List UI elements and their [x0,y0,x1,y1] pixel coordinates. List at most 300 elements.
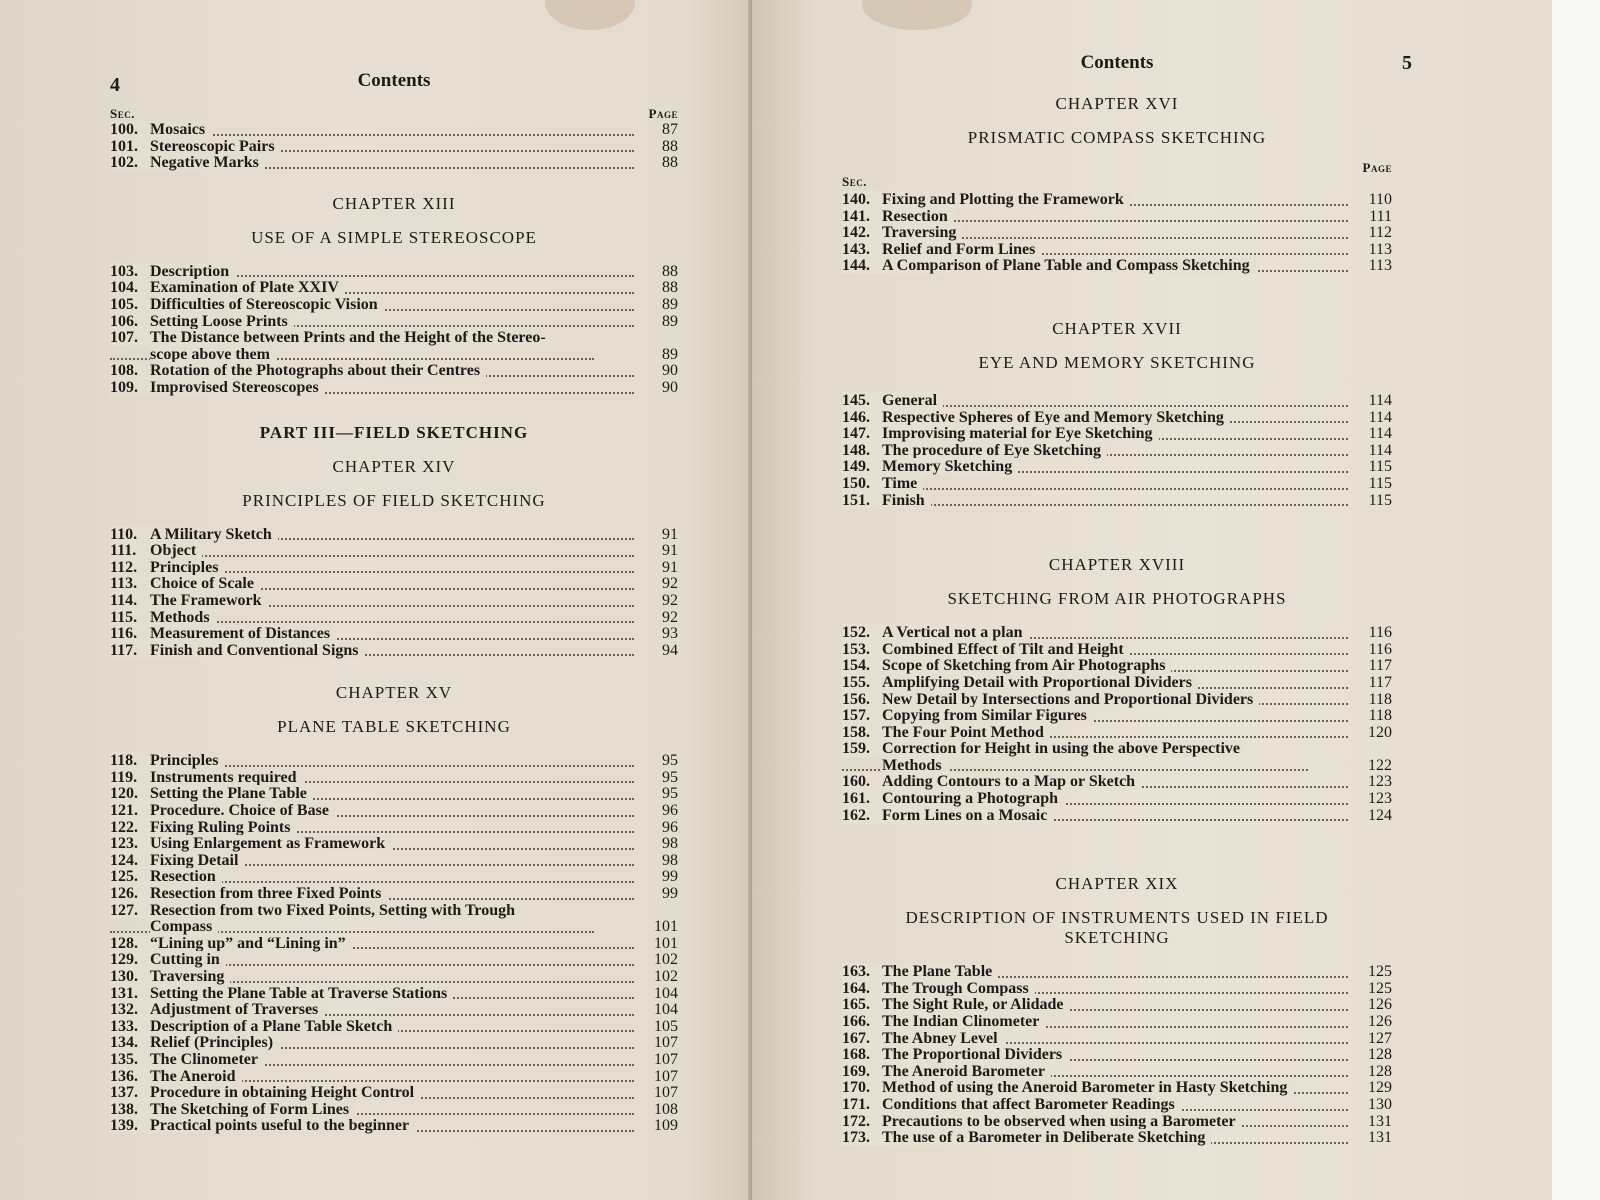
section-title: The Clinometer [150,1050,258,1068]
toc-entry [110,936,678,953]
page-ref: 91 [662,558,678,576]
page-ref: 123 [1368,773,1392,791]
page-ref: 93 [662,625,678,643]
background-edge [1552,0,1600,1200]
toc-entry [842,1097,1392,1114]
right-page-header [842,52,1412,82]
chapter-subtitle: USE OF A SIMPLE STEREOSCOPE [251,227,537,247]
section-title: The Four Point Method [882,723,1044,741]
section-title: Practical points useful to the beginner [150,1117,410,1135]
page-ref: 88 [662,154,678,172]
toc-list [110,527,678,660]
page-ref: 114 [1368,408,1392,426]
sec-label: Sec. [842,174,867,189]
section-title: Traversing [882,224,957,242]
section-number: 155. [842,673,870,691]
page-ref: 118 [1368,707,1392,725]
section-number: 121. [110,802,138,820]
section-number: 169. [842,1062,870,1080]
section-number: 154. [842,657,870,675]
left-page-header [110,70,678,100]
section-title: Examination of Plate XXIV [150,279,339,297]
section-title: Resection [882,207,948,225]
toc-entry [842,459,1392,476]
section-title: Copying from Similar Figures [882,707,1087,725]
page-ref: 118 [1368,690,1392,708]
page-ref: 104 [654,1001,678,1019]
toc-entry [110,969,678,986]
page-ref: 104 [654,984,678,1002]
section-number: 128. [110,934,138,952]
page-ref: 113 [1368,257,1392,275]
section-number: 163. [842,963,870,981]
section-number: 137. [110,1084,138,1102]
toc-entry [110,1002,678,1019]
section-title: Relief (Principles) [150,1034,274,1052]
section-title: Principles [150,752,219,770]
section-title: A Military Sketch [150,525,272,543]
section-number: 131. [110,984,138,1002]
page-ref: 90 [662,362,678,380]
toc-entry [110,1102,678,1119]
page-ref: 127 [1368,1029,1392,1047]
toc-entry [110,1052,678,1069]
toc-entry [842,1047,1392,1064]
toc-entry [842,1031,1392,1048]
section-number: 147. [842,425,870,443]
section-number: 146. [842,408,870,426]
right-page [752,0,1552,1200]
page-ref: 101 [654,918,678,936]
section-number: 100. [110,121,138,138]
page-ref: 116 [1368,624,1392,642]
page-ref: 101 [654,934,678,952]
page-ref: 129 [1368,1079,1392,1097]
page-ref: 112 [1368,224,1392,242]
section-title: Improvised Stereoscopes [150,378,319,396]
section-title: Fixing Detail [150,851,239,869]
page-ref: 113 [1368,240,1392,258]
page-ref: 102 [654,951,678,969]
page-ref: 98 [662,835,678,853]
toc-entry [110,1085,678,1102]
page-ref: 92 [662,608,678,626]
section-title: Fixing Ruling Points [150,818,291,836]
section-number: 118. [110,752,138,770]
section-title: New Detail by Intersections and Proportional Dividers [882,690,1254,708]
section-title: Combined Effect of Tilt and Height [882,640,1124,658]
section-number: 114. [110,591,138,609]
toc-entry [842,258,1392,275]
toc-entry [842,692,1392,709]
part-heading: PART III—FIELD SKETCHING [259,422,529,442]
toc-entry [110,543,678,560]
section-title: Respective Spheres of Eye and Memory Sketching [882,408,1224,426]
section-number: 126. [110,885,138,903]
section-number: 124. [110,851,138,869]
toc-entry [110,626,678,643]
page-ref: 117 [1368,673,1392,691]
page-ref: 92 [662,591,678,609]
toc-entry [842,997,1392,1014]
section-title: Instruments required [150,768,297,786]
section-title: Negative Marks [150,154,259,172]
section-title: A Comparison of Plane Table and Compass Sketching [882,257,1250,275]
section-title-continued: scope above them [150,345,270,363]
toc-entry [110,122,678,139]
toc-entry [842,225,1392,242]
section-title: Relief and Form Lines [882,240,1036,258]
section-number: 170. [842,1079,870,1097]
chapter-heading: CHAPTER XIII [332,193,456,213]
section-number: 101. [110,137,138,155]
toc-entry [842,642,1392,659]
toc-entry [110,280,678,297]
toc-entry [842,1014,1392,1031]
section-title: The Aneroid Barometer [882,1062,1045,1080]
page-ref: 123 [1368,790,1392,808]
chapter-heading: CHAPTER XIV [332,456,456,476]
section-title: The Aneroid [150,1067,236,1085]
toc-entry [110,786,678,803]
section-number: 138. [110,1100,138,1118]
left-page [0,0,760,1200]
toc-entry [110,753,678,770]
section-title: Fixing and Plotting the Framework [882,191,1124,208]
page-ref: 131 [1368,1112,1392,1130]
page-label: Page [648,106,678,121]
toc-entry [110,576,678,593]
chapter-subtitle: SKETCHING FROM AIR PHOTOGRAPHS [947,589,1287,609]
section-title: Cutting in [150,951,220,969]
section-number: 144. [842,257,870,275]
section-title: The Framework [150,591,262,609]
section-number: 132. [110,1001,138,1019]
page-ref: 114 [1368,391,1392,409]
page-ref: 91 [662,525,678,543]
section-number: 166. [842,1013,870,1031]
page-ref: 124 [1368,806,1392,824]
section-title: Correction for Height in using the above Perspective [882,740,1241,758]
section-number: 156. [842,690,870,708]
section-number: 157. [842,707,870,725]
toc-entry [842,393,1392,410]
chapter-heading: CHAPTER XV [335,683,453,703]
toc-entry [110,1019,678,1036]
toc-entry [842,1130,1392,1147]
toc-entry [110,560,678,577]
section-title: Method of using the Aneroid Barometer in Hasty Sketching [882,1079,1288,1097]
page-ref: 115 [1368,474,1392,492]
section-number: 125. [110,868,138,886]
chapter-subtitle: PRISMATIC COMPASS SKETCHING [967,128,1267,147]
section-title: The Plane Table [882,963,993,981]
section-title: A Vertical not a plan [882,624,1023,642]
section-number: 111. [110,542,137,560]
page-ref: 131 [1368,1129,1392,1147]
running-title: Contents [357,70,431,91]
toc-entry [842,1080,1392,1097]
page-ref: 95 [662,752,678,770]
toc-entry [110,314,678,331]
section-number: 109. [110,378,138,396]
page-ref: 111 [1369,207,1392,225]
chapter-heading: CHAPTER XVII [1052,318,1182,338]
page-ref: 90 [662,378,678,396]
page-ref: 114 [1368,425,1392,443]
section-title: Contouring a Photograph [882,790,1059,808]
section-number: 112. [110,558,138,576]
page-ref: 128 [1368,1062,1392,1080]
section-number: 133. [110,1017,138,1035]
section-title: Object [150,542,197,560]
toc-entry [842,675,1392,692]
page-ref: 87 [662,121,678,138]
section-number: 164. [842,979,870,997]
toc-list [842,393,1392,509]
section-title: The Distance between Prints and the Height of the Stereo- [150,329,546,347]
section-number: 103. [110,262,138,280]
toc-entry [842,791,1392,808]
section-title: The Indian Clinometer [882,1013,1040,1031]
section-number: 110. [110,525,138,543]
section-title: Principles [150,558,219,576]
page-ref: 114 [1368,441,1392,459]
page-ref: 117 [1368,657,1392,675]
page-ref: 96 [662,802,678,820]
toc-entry [110,952,678,969]
section-title: Setting the Plane Table at Traverse Stations [150,984,448,1002]
section-title: Memory Sketching [882,458,1013,476]
page-ref: 96 [662,818,678,836]
section-title: Finish [882,491,925,509]
page-ref: 122 [1368,756,1392,774]
page-ref: 115 [1368,458,1392,476]
toc-entry [110,1118,678,1135]
column-labels [110,106,678,122]
chapter-heading: CHAPTER XVIII [1048,555,1186,575]
page-ref: 99 [662,868,678,886]
page-ref: 91 [662,542,678,560]
page-ref: 88 [662,279,678,297]
section-number: 150. [842,474,870,492]
sec-label: Sec. [110,106,135,121]
section-title: The use of a Barometer in Deliberate Sketching [882,1129,1206,1147]
toc-entry [110,155,678,172]
section-number: 107. [110,329,138,347]
toc-entry [110,380,678,397]
section-number: 173. [842,1129,870,1147]
section-title: Adjustment of Traverses [150,1001,319,1019]
section-number: 159. [842,740,870,758]
page-number: 4 [110,74,120,96]
section-number: 158. [842,723,870,741]
page-ref: 89 [662,345,678,363]
chapter-subtitle: PRINCIPLES OF FIELD SKETCHING [242,490,546,510]
toc-entry [842,209,1392,226]
page-ref: 88 [662,137,678,155]
section-title: Using Enlargement as Framework [150,835,386,853]
section-number: 168. [842,1046,870,1064]
toc-entry [842,1064,1392,1081]
section-number: 120. [110,785,138,803]
section-title: Difficulties of Stereoscopic Vision [150,295,378,313]
section-title: Choice of Scale [150,575,254,593]
section-title: Adding Contours to a Map or Sketch [882,773,1136,791]
section-title: The Trough Compass [882,979,1029,997]
section-number: 106. [110,312,138,330]
section-title: Conditions that affect Barometer Readings [882,1096,1175,1113]
page-ref: 89 [662,295,678,313]
toc-entry [110,330,678,363]
toc-entry [842,964,1392,981]
section-title: Mosaics [150,121,206,138]
toc-entry [110,610,678,627]
toc-entry [842,981,1392,998]
page-ref: 108 [654,1100,678,1118]
toc-entry [842,410,1392,427]
page-ref: 107 [654,1034,678,1052]
page-ref: 109 [654,1117,678,1135]
section-number: 108. [110,362,138,380]
section-number: 127. [110,901,138,919]
page-ref: 130 [1368,1096,1392,1113]
section-title: Description [150,262,230,280]
section-title: Methods [150,608,210,626]
section-number: 122. [110,818,138,836]
chapter-subtitle: PLANE TABLE SKETCHING [277,717,511,737]
section-title: The Sketching of Form Lines [150,1100,350,1118]
section-number: 153. [842,640,870,658]
section-number: 139. [110,1117,138,1135]
page-ref: 89 [662,312,678,330]
section-title: Precautions to be observed when using a Barometer [882,1112,1236,1130]
toc-entry [110,986,678,1003]
chapter-heading: CHAPTER XVI [1055,94,1179,113]
section-title-continued: Methods [882,756,942,774]
section-title-continued: Compass [150,918,213,936]
chapter-subtitle: EYE AND MEMORY SKETCHING [978,352,1256,372]
page-ref: 107 [654,1084,678,1102]
toc-entry [842,476,1392,493]
page-ref: 107 [654,1050,678,1068]
section-number: 113. [110,575,138,593]
section-number: 143. [842,240,870,258]
section-number: 162. [842,806,870,824]
toc-entry [110,803,678,820]
section-number: 141. [842,207,870,225]
section-title: Improvising material for Eye Sketching [882,425,1153,443]
toc-entry [110,139,678,156]
section-number: 105. [110,295,138,313]
page-ref: 95 [662,785,678,803]
section-title: Resection from two Fixed Points, Setting with Trough [150,901,516,919]
section-title: General [882,391,938,409]
section-title: Setting Loose Prints [150,312,288,330]
toc-entry [110,1069,678,1086]
toc-entry [842,443,1392,460]
section-title: “Lining up” and “Lining in” [150,934,346,952]
toc-entry [842,808,1392,825]
section-title: The procedure of Eye Sketching [882,441,1101,459]
page-ref: 125 [1368,979,1392,997]
toc-entry [110,297,678,314]
toc-entry [842,242,1392,259]
section-title: Scope of Sketching from Air Photographs [882,657,1166,675]
toc-entry [842,725,1392,742]
toc-entry [110,643,678,660]
toc-entry [110,869,678,886]
page-number: 5 [1402,52,1412,74]
toc-list [110,122,678,172]
section-number: 104. [110,279,138,297]
section-number: 102. [110,154,138,172]
page-ref: 120 [1368,723,1392,741]
section-number: 151. [842,491,870,509]
chapter-subtitle: DESCRIPTION OF INSTRUMENTS USED IN FIELD SKETCHING [905,908,1329,948]
section-number: 136. [110,1067,138,1085]
section-title: Traversing [150,968,225,985]
page-ref: 115 [1368,491,1392,509]
section-number: 161. [842,790,870,808]
section-title: Description of a Plane Table Sketch [150,1017,393,1035]
section-number: 115. [110,608,138,626]
section-number: 145. [842,391,870,409]
page-ref: 94 [662,641,678,659]
section-title: Measurement of Distances [150,625,331,643]
section-title: Amplifying Detail with Proportional Dividers [882,673,1192,691]
page-ref: 126 [1368,996,1392,1014]
section-number: 152. [842,624,870,642]
page-ref: 107 [654,1067,678,1085]
running-title: Contents [1080,52,1154,73]
toc-entry [110,527,678,544]
section-number: 142. [842,224,870,242]
section-title: Resection from three Fixed Points [150,885,382,903]
section-number: 123. [110,835,138,853]
section-title: Rotation of the Photographs about their Centres [150,362,481,380]
toc-entry [842,493,1392,510]
section-title: The Abney Level [882,1029,998,1047]
toc-list [110,264,678,397]
section-number: 129. [110,951,138,969]
section-number: 171. [842,1096,870,1113]
section-number: 160. [842,773,870,791]
toc-entry [110,264,678,281]
page-ref: 110 [1368,191,1392,208]
chapter-heading: CHAPTER XIX [1055,874,1179,894]
page-ref: 105 [654,1017,678,1035]
section-number: 134. [110,1034,138,1052]
section-number: 116. [110,625,138,643]
toc-list [842,625,1392,824]
section-title: The Sight Rule, or Alidade [882,996,1064,1014]
toc-entry [842,741,1392,774]
section-title: Setting the Plane Table [150,785,307,803]
toc-entry [110,593,678,610]
section-number: 165. [842,996,870,1014]
toc-list [110,753,678,1135]
toc-entry [842,1114,1392,1131]
section-title: Form Lines on a Mosaic [882,806,1048,824]
toc-entry [842,192,1392,209]
page-ref: 99 [662,885,678,903]
toc-entry [110,853,678,870]
toc-entry [842,774,1392,791]
toc-list [842,964,1392,1147]
section-number: 130. [110,968,138,985]
section-title: Time [882,474,918,492]
